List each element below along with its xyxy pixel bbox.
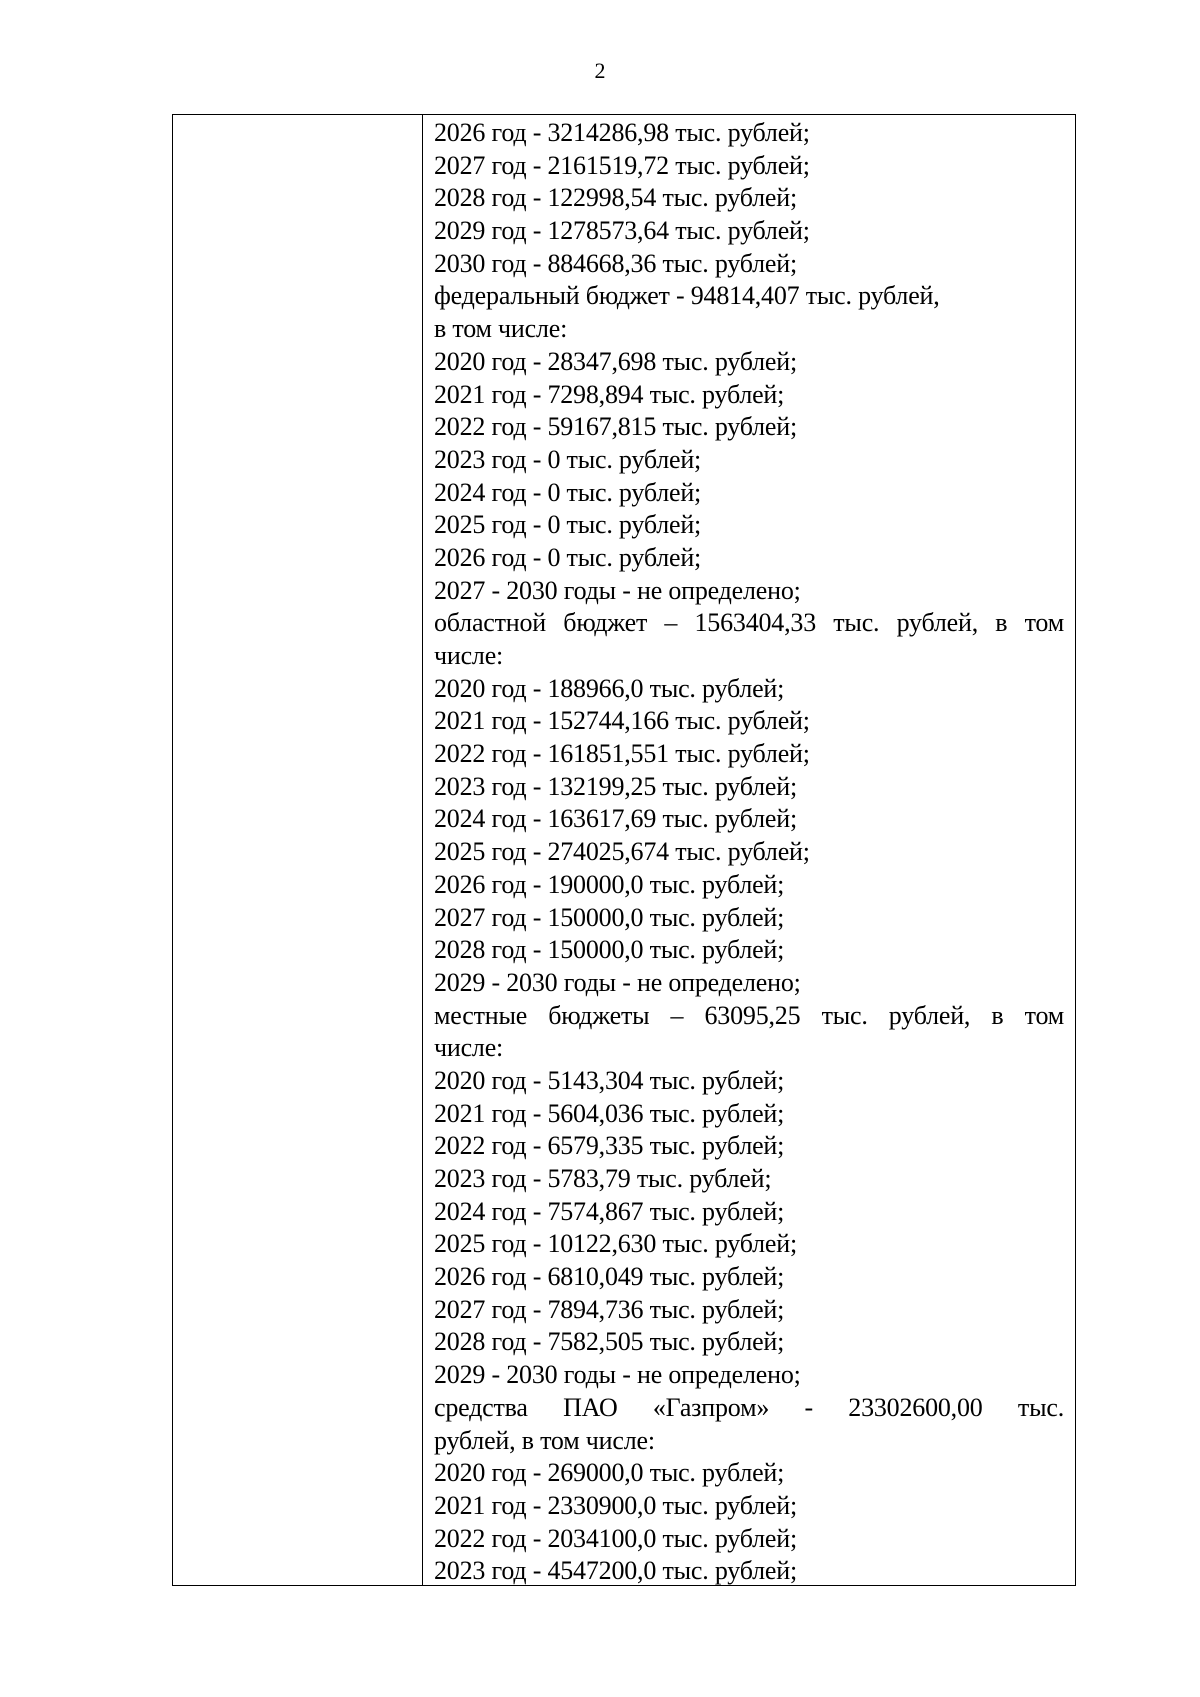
page-number: 2 bbox=[594, 58, 606, 83]
text-line: 2022 год - 161851,551 тыс. рублей; bbox=[434, 739, 810, 769]
text-line: 2020 год - 5143,304 тыс. рублей; bbox=[434, 1065, 785, 1095]
text-line: 2020 год - 269000,0 тыс. рублей; bbox=[434, 1458, 785, 1488]
text-line: 2023 год - 4547200,0 тыс. рублей; bbox=[434, 1556, 797, 1586]
table-left-cell bbox=[173, 115, 423, 1585]
text-line: 2024 год - 163617,69 тыс. рублей; bbox=[434, 804, 797, 834]
text-line: 2024 год - 0 тыс. рублей; bbox=[434, 477, 702, 507]
text-line: 2020 год - 28347,698 тыс. рублей; bbox=[434, 346, 797, 376]
text-line: областной бюджет – 1563404,33 тыс. рублей, в том bbox=[434, 608, 1064, 638]
text-line: 2021 год - 7298,894 тыс. рублей; bbox=[434, 379, 785, 409]
funding-table bbox=[172, 114, 1076, 1586]
text-line: 2025 год - 10122,630 тыс. рублей; bbox=[434, 1229, 797, 1259]
text-line: 2025 год - 274025,674 тыс. рублей; bbox=[434, 837, 810, 867]
text-line: 2022 год - 2034100,0 тыс. рублей; bbox=[434, 1523, 797, 1553]
text-line: местные бюджеты – 63095,25 тыс. рублей, в том bbox=[434, 1000, 1064, 1030]
text-line: 2030 год - 884668,36 тыс. рублей; bbox=[434, 248, 797, 278]
text-line: числе: bbox=[434, 1033, 504, 1063]
text-line: 2028 год - 150000,0 тыс. рублей; bbox=[434, 935, 785, 965]
text-line: 2021 год - 152744,166 тыс. рублей; bbox=[434, 706, 810, 736]
text-line: 2021 год - 2330900,0 тыс. рублей; bbox=[434, 1490, 797, 1520]
table-right-cell bbox=[423, 115, 1075, 1585]
text-line: в том числе: bbox=[434, 314, 568, 344]
text-line: 2023 год - 0 тыс. рублей; bbox=[434, 444, 702, 474]
text-line: 2022 год - 59167,815 тыс. рублей; bbox=[434, 412, 797, 442]
text-line: рублей, в том числе: bbox=[434, 1425, 655, 1455]
text-line: федеральный бюджет - 94814,407 тыс. рублей, bbox=[434, 281, 940, 311]
text-line: 2026 год - 190000,0 тыс. рублей; bbox=[434, 869, 785, 899]
text-line: 2028 год - 122998,54 тыс. рублей; bbox=[434, 183, 797, 213]
text-line: 2021 год - 5604,036 тыс. рублей; bbox=[434, 1098, 785, 1128]
text-line: 2026 год - 3214286,98 тыс. рублей; bbox=[434, 118, 810, 147]
text-line: 2027 год - 150000,0 тыс. рублей; bbox=[434, 902, 785, 932]
text-line: 2027 год - 7894,736 тыс. рублей; bbox=[434, 1294, 785, 1324]
text-line: 2029 год - 1278573,64 тыс. рублей; bbox=[434, 216, 810, 246]
text-line: 2029 - 2030 годы - не определено; bbox=[434, 967, 801, 997]
text-line: 2023 год - 5783,79 тыс. рублей; bbox=[434, 1164, 772, 1193]
text-line: средства ПАО «Газпром» - 23302600,00 тыс. bbox=[434, 1392, 1064, 1422]
text-line: 2027 год - 2161519,72 тыс. рублей; bbox=[434, 150, 810, 180]
text-line: числе: bbox=[434, 641, 504, 670]
text-line: 2027 - 2030 годы - не определено; bbox=[434, 575, 801, 605]
text-line: 2025 год - 0 тыс. рублей; bbox=[434, 510, 702, 540]
text-line: 2023 год - 132199,25 тыс. рублей; bbox=[434, 771, 797, 801]
text-line: 2029 - 2030 годы - не определено; bbox=[434, 1360, 801, 1390]
text-line: 2024 год - 7574,867 тыс. рублей; bbox=[434, 1196, 785, 1226]
text-line: 2020 год - 188966,0 тыс. рублей; bbox=[434, 673, 785, 703]
text-line: 2026 год - 0 тыс. рублей; bbox=[434, 542, 702, 572]
text-line: 2028 год - 7582,505 тыс. рублей; bbox=[434, 1327, 785, 1357]
text-line: 2026 год - 6810,049 тыс. рублей; bbox=[434, 1262, 785, 1292]
text-line: 2022 год - 6579,335 тыс. рублей; bbox=[434, 1131, 785, 1161]
